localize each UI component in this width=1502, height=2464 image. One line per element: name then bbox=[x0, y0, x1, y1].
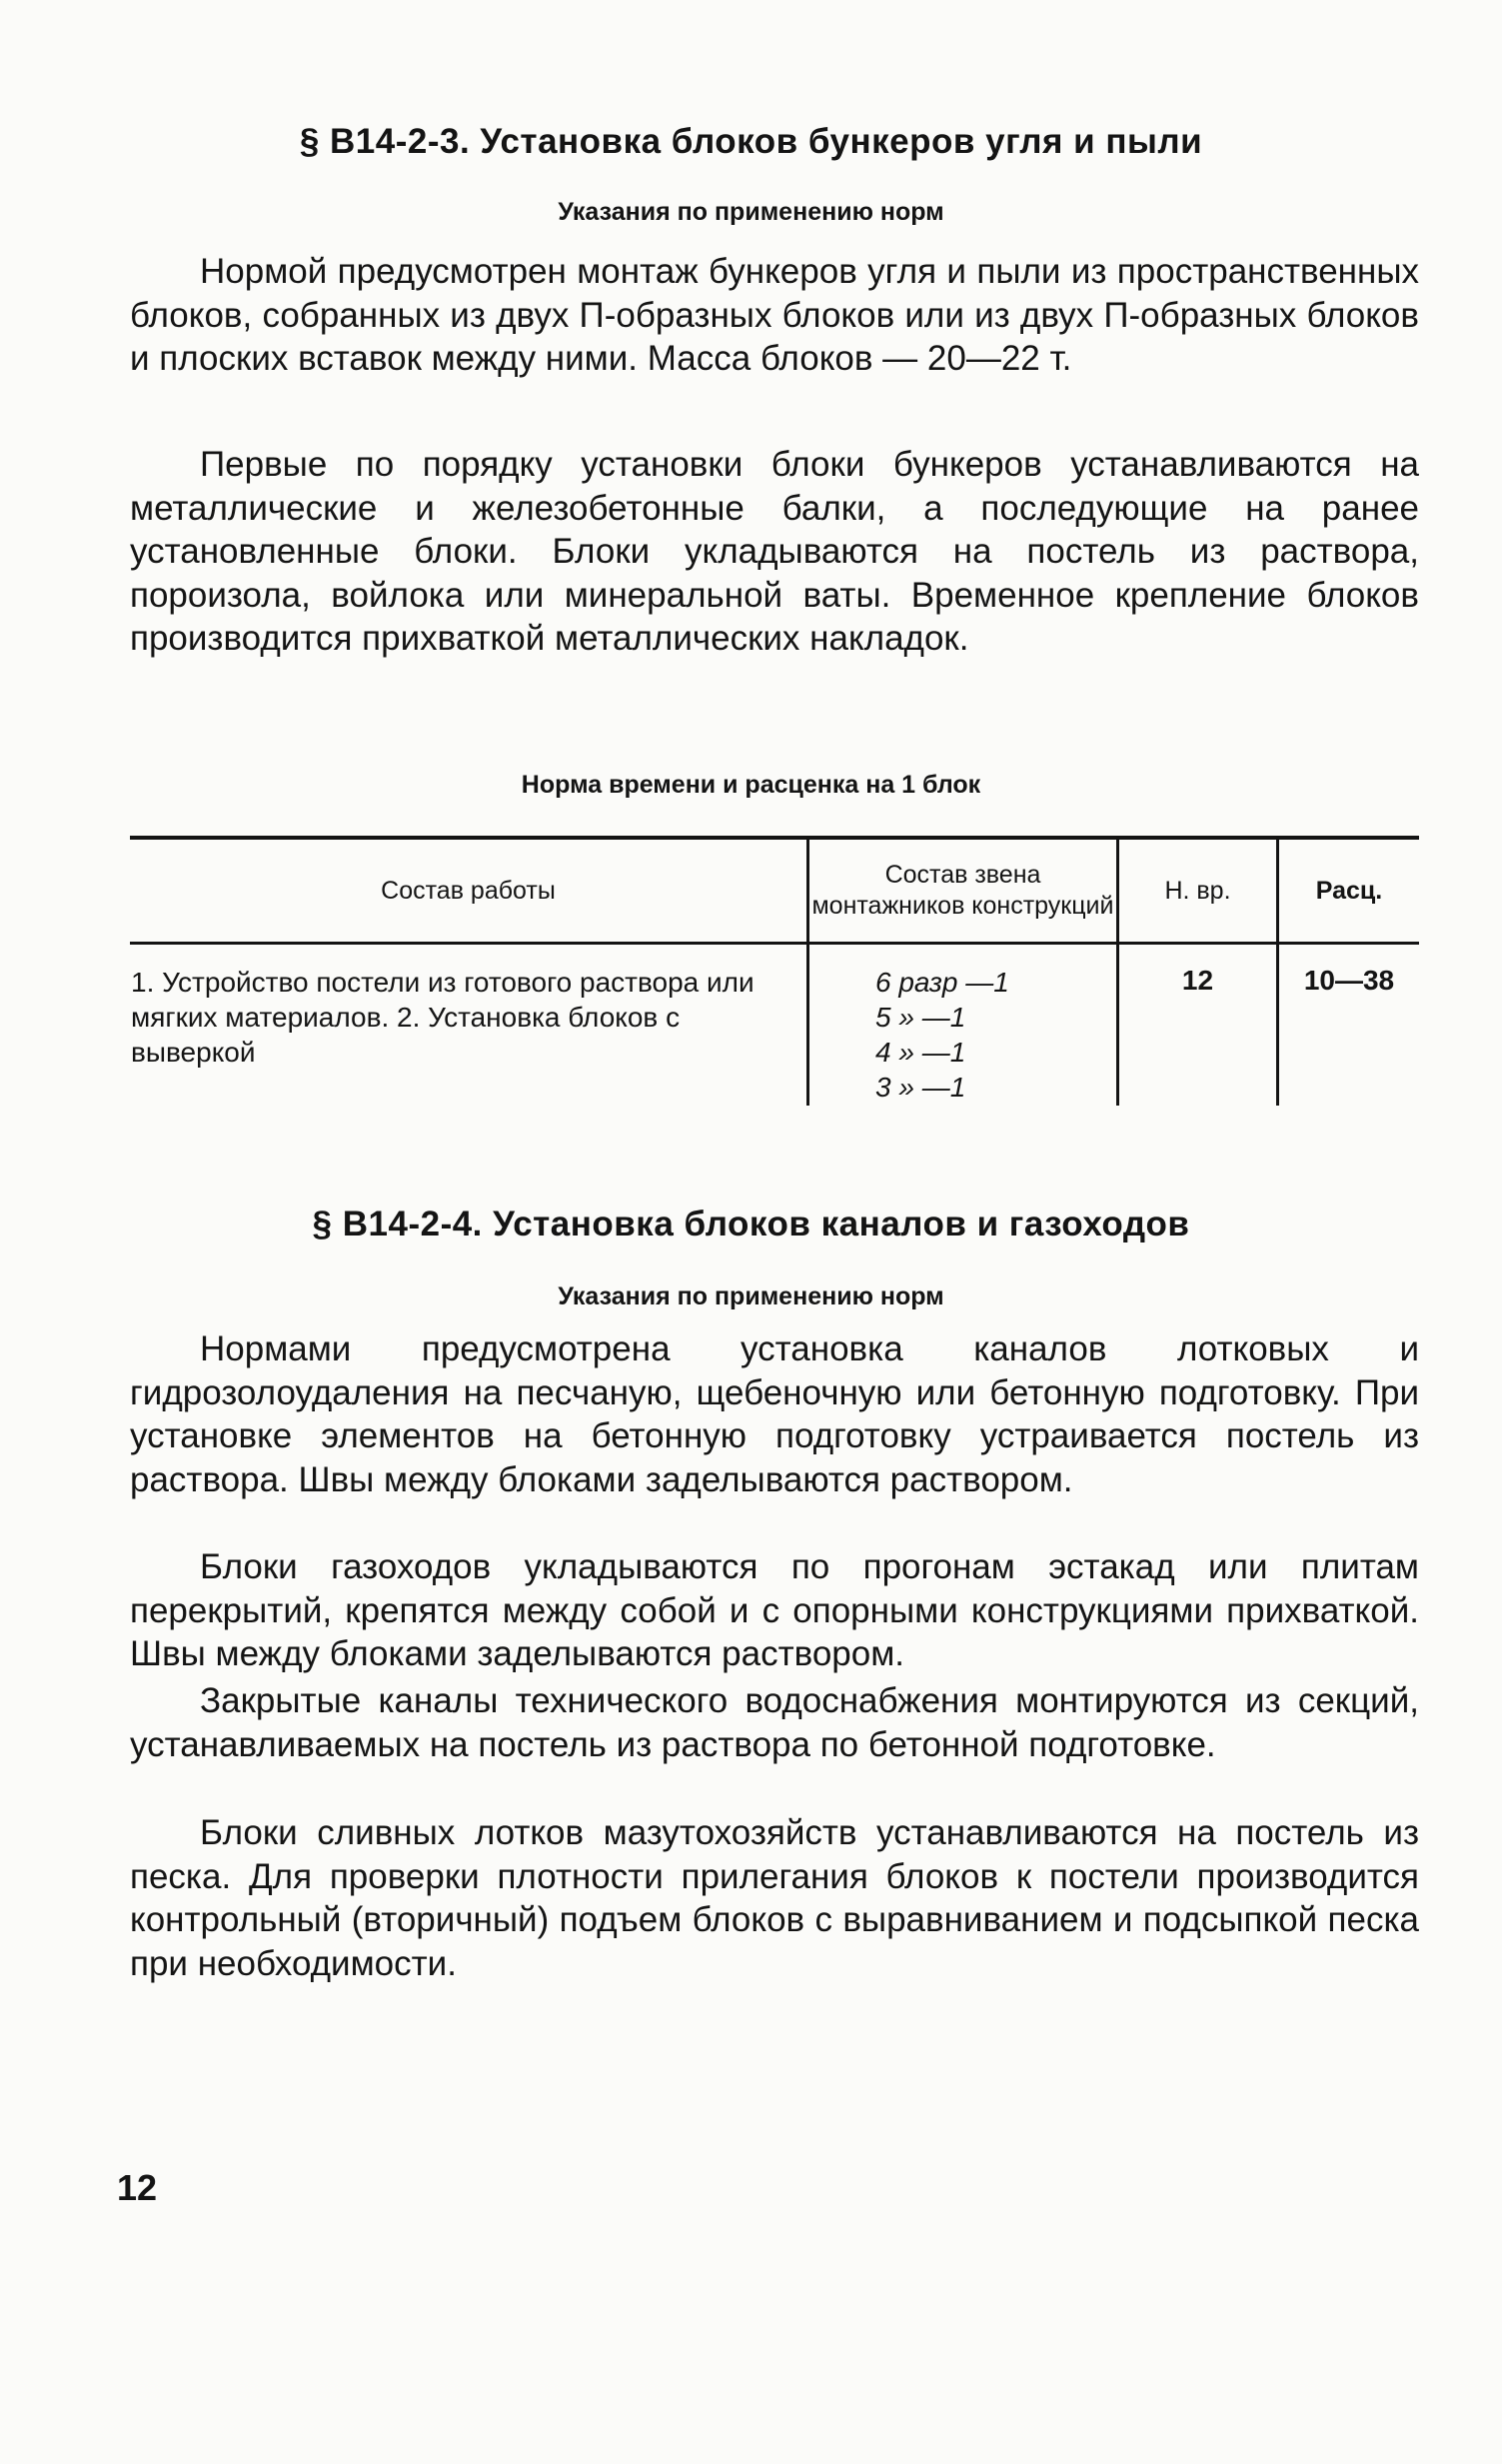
header-work: Состав работы bbox=[130, 838, 808, 944]
table-header-row bbox=[130, 838, 1419, 944]
crew-line: 4 » —1 bbox=[875, 1037, 966, 1068]
paragraph: Нормами предусмотрена установка каналов лотковых и гидрозолоудаления на песчаную, щебеночную или бетонную подготовку. При установке элементов на бетонную подготовку устраивается постель из раствора. Швы между блоками заделываются раствором. bbox=[130, 1329, 1419, 1499]
crew-line: 3 » —1 bbox=[875, 1072, 966, 1103]
paragraph: Блоки газоходов укладываются по прогонам эстакад или плитам перекрытий, крепятся между собой и с опорными конструкциями прихваткой. Швы между блоками заделываются раствором. bbox=[130, 1547, 1419, 1673]
header-crew: Состав звена монтажников конструкций bbox=[808, 838, 1118, 944]
cell-rate: 10—38 bbox=[1278, 944, 1420, 1107]
section-subtitle: Указания по применению норм bbox=[558, 198, 944, 226]
cell-work bbox=[130, 944, 808, 1107]
table-row bbox=[130, 944, 1419, 1107]
paragraph: Блоки сливных лотков мазутохозяйств устанавливаются на постель из песка. Для проверки плотности прилегания блоков к постели производится контрольный (вторичный) подъем блоков с выравниванием и подсыпкой песка при необходимости. bbox=[130, 1813, 1419, 1983]
norms-table bbox=[130, 836, 1419, 1106]
crew-line: 6 разр —1 bbox=[875, 967, 1009, 998]
header-rate: Расц. bbox=[1278, 838, 1420, 944]
table-caption: Норма времени и расценка на 1 блок bbox=[521, 771, 981, 799]
cell-crew bbox=[808, 944, 1118, 1107]
section-title: § В14-2-4. Установка блоков каналов и газоходов bbox=[312, 1205, 1190, 1243]
section-title: § В14-2-3. Установка блоков бункеров угля и пыли bbox=[299, 122, 1203, 161]
paragraph: Закрытые каналы технического водоснабжения монтируются из секций, устанавливаемых на постель из раствора по бетонной подготовке. bbox=[130, 1681, 1419, 1764]
paragraph: Нормой предусмотрен монтаж бункеров угля и пыли из пространственных блоков, собранных из двух П-образных блоков или из двух П-образных блоков и плоских вставок между ними. Масса блоков — 20—22 т. bbox=[130, 252, 1419, 378]
page-number: 12 bbox=[117, 2167, 158, 2208]
work-description: 1. Устройство постели из готового раствора или мягких материалов. 2. Установка блоков с выверкой bbox=[131, 967, 754, 1068]
paragraph: Первые по порядку установки блоки бункеров устанавливаются на металлические и железобетонные балки, а последующие на ранее установленные блоки. Блоки укладываются на постель из раствора, пороизола, войлока или минеральной ваты. Временное крепление блоков производится прихваткой металлических накладок. bbox=[130, 445, 1419, 658]
cell-time: 12 bbox=[1118, 944, 1278, 1107]
crew-list bbox=[810, 965, 1115, 1105]
header-time: Н. вр. bbox=[1118, 838, 1278, 944]
crew-line: 5 » —1 bbox=[875, 1002, 966, 1033]
section-subtitle: Указания по применению норм bbox=[558, 1282, 944, 1310]
